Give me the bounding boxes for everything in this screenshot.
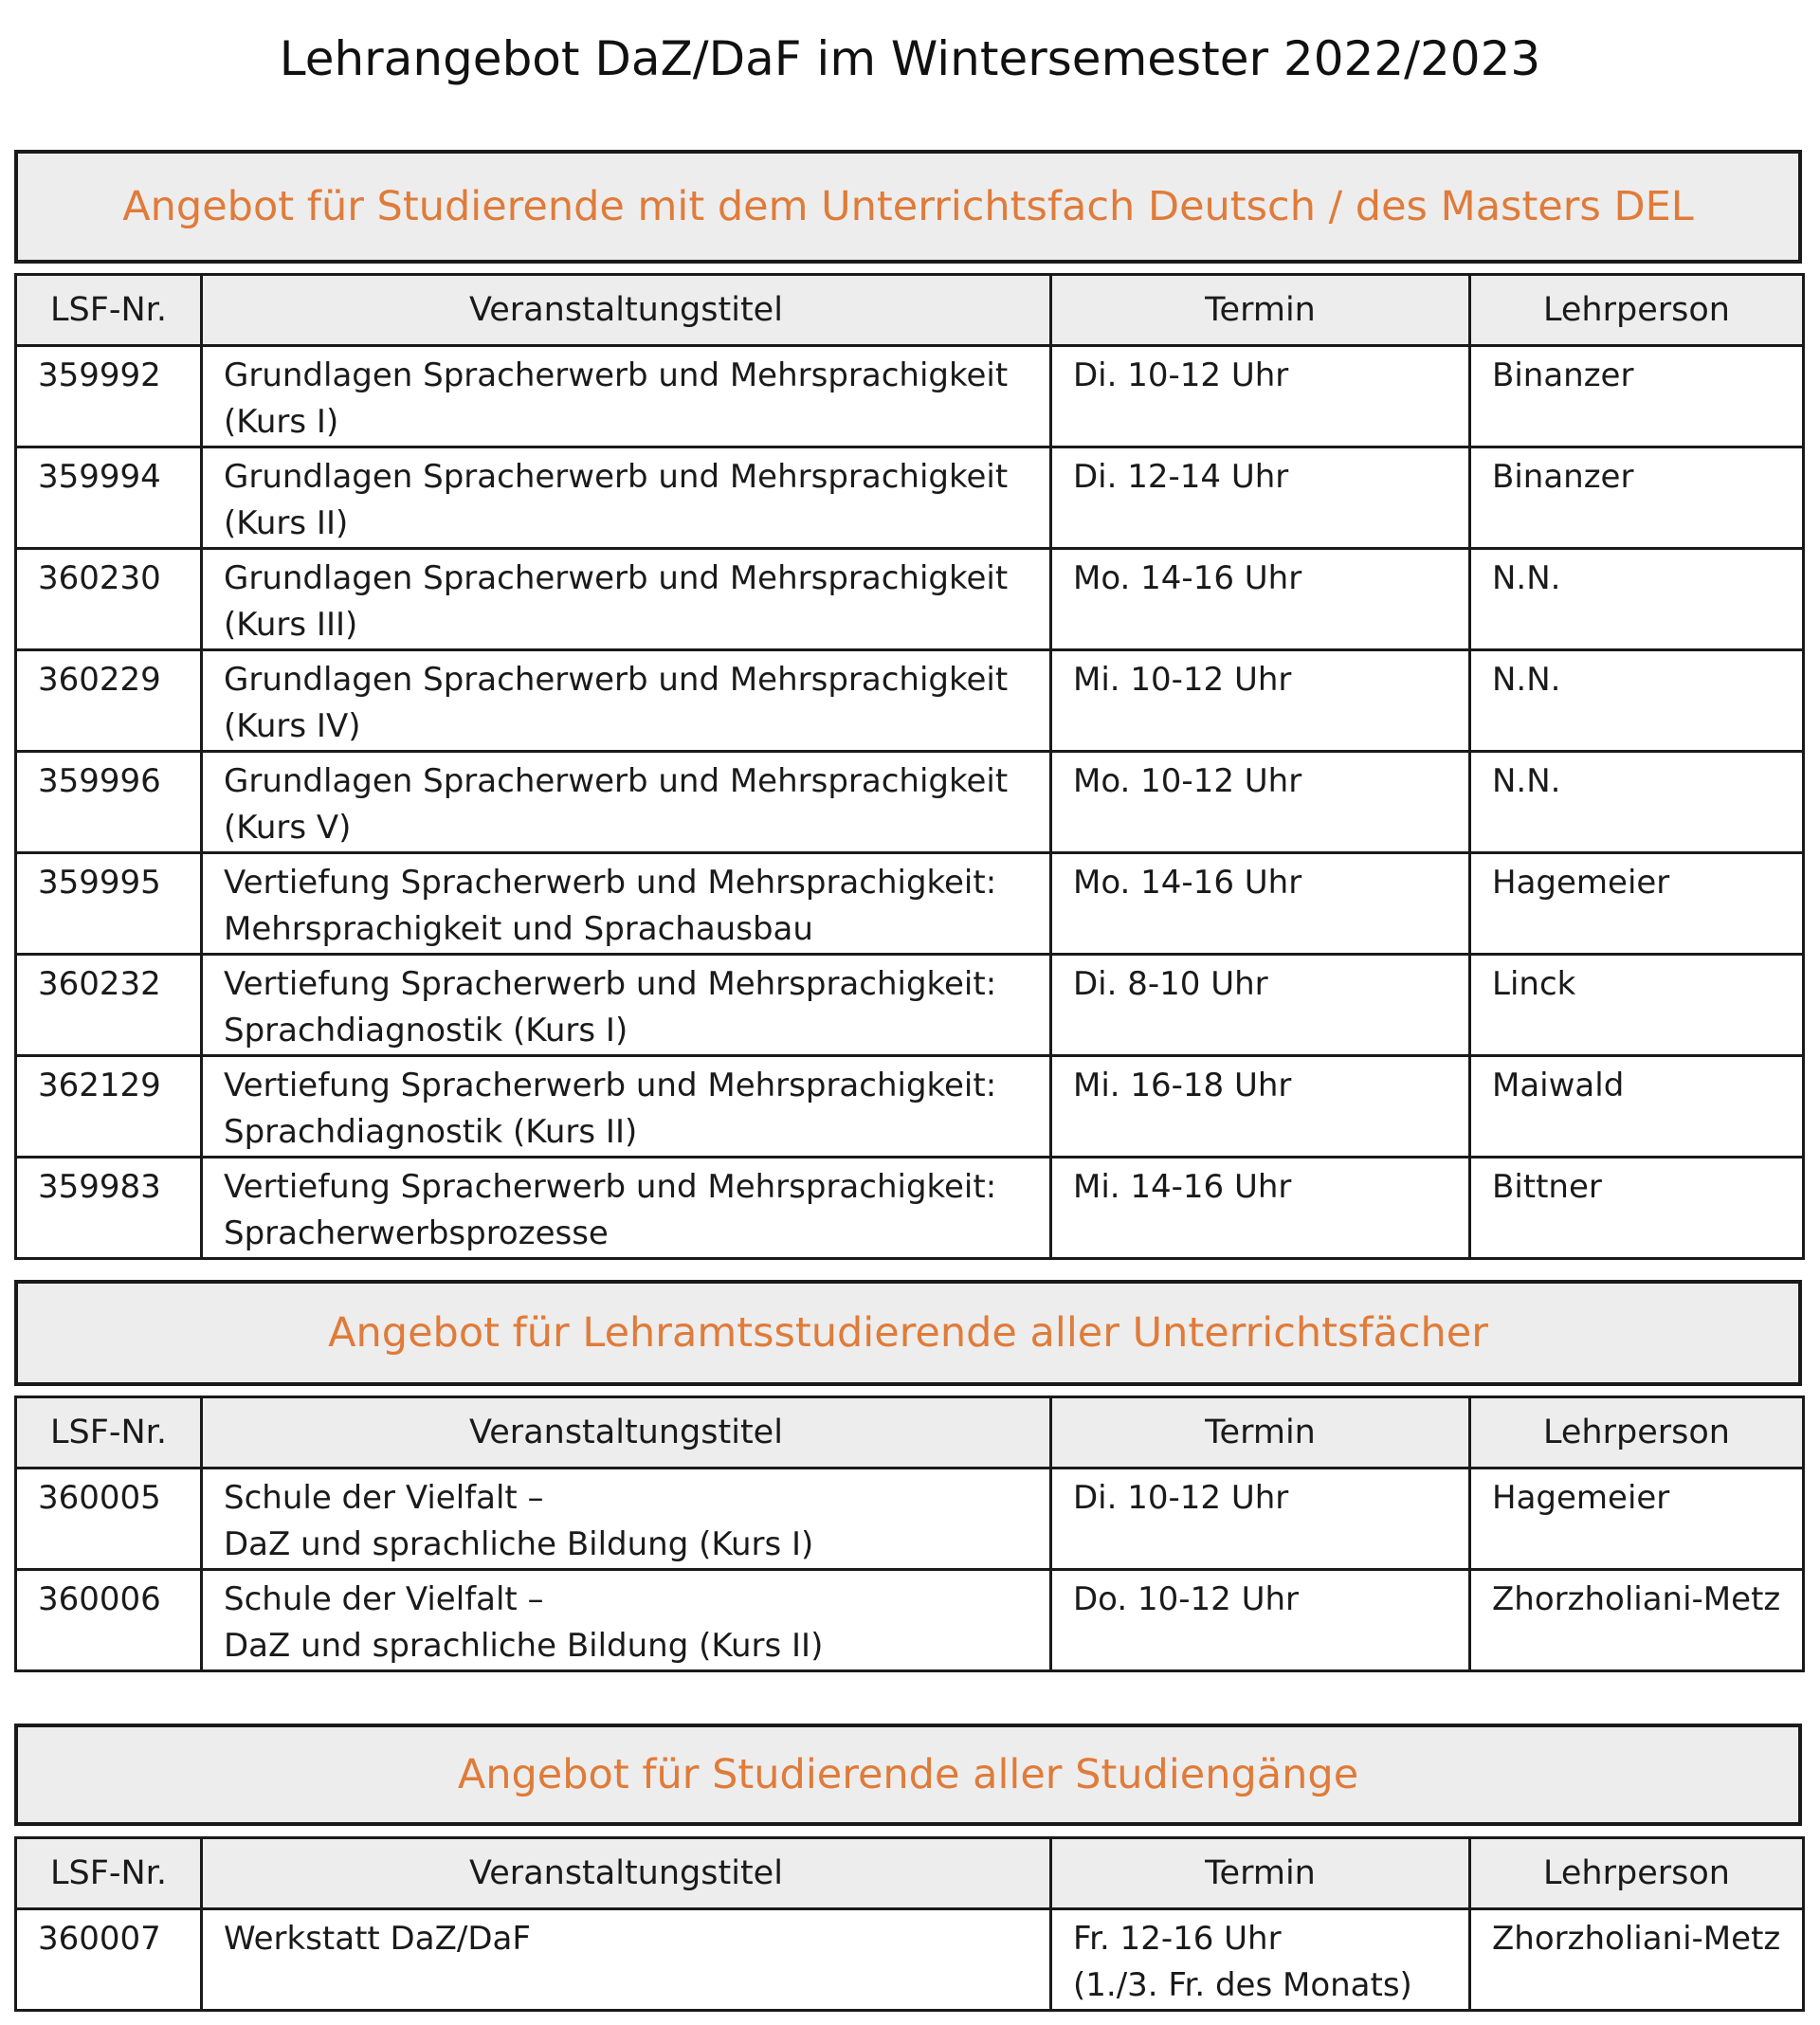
column-header-termin: Termin — [1051, 275, 1470, 346]
title-cell: Vertiefung Spracherwerb und Mehrsprachigkeit: Spracherwerbsprozesse — [202, 1158, 1051, 1259]
lsf-nr-cell: 359996 — [16, 752, 202, 853]
column-header-lehrperson: Lehrperson — [1470, 275, 1804, 346]
section-heading: Angebot für Studierende aller Studiengänge — [14, 1724, 1802, 1826]
table-row — [16, 447, 1804, 549]
section-heading: Angebot für Studierende mit dem Unterrichtsfach Deutsch / des Masters DEL — [14, 150, 1802, 264]
lehrperson-cell: N.N. — [1470, 650, 1804, 752]
column-header-termin: Termin — [1051, 1838, 1470, 1909]
course-table — [14, 1396, 1805, 1672]
table-row — [16, 1469, 1804, 1570]
termin-cell: Mi. 16-18 Uhr — [1051, 1056, 1470, 1158]
table-row — [16, 1570, 1804, 1671]
column-header-title: Veranstaltungstitel — [202, 275, 1051, 346]
lsf-nr-cell: 359995 — [16, 853, 202, 955]
lehrperson-cell: N.N. — [1470, 752, 1804, 853]
lehrperson-cell: Binanzer — [1470, 346, 1804, 447]
column-header-lehrperson: Lehrperson — [1470, 1838, 1804, 1909]
lehrperson-cell: Maiwald — [1470, 1056, 1804, 1158]
table-header-row — [16, 275, 1804, 346]
termin-cell: Di. 12-14 Uhr — [1051, 447, 1470, 549]
lsf-nr-cell: 360006 — [16, 1570, 202, 1671]
table-row — [16, 650, 1804, 752]
column-header-lehrperson: Lehrperson — [1470, 1397, 1804, 1469]
lehrperson-cell: Hagemeier — [1470, 853, 1804, 955]
termin-cell: Do. 10-12 Uhr — [1051, 1570, 1470, 1671]
table-row — [16, 346, 1804, 447]
title-cell: Grundlagen Spracherwerb und Mehrsprachigkeit (Kurs II) — [202, 447, 1051, 549]
lehrperson-cell: Zhorzholiani-Metz — [1470, 1909, 1804, 2011]
table-row — [16, 1158, 1804, 1259]
table-row — [16, 549, 1804, 650]
course-table — [14, 273, 1805, 1260]
title-cell: Vertiefung Spracherwerb und Mehrsprachigkeit: Mehrsprachigkeit und Sprachausbau — [202, 853, 1051, 955]
table-row — [16, 1909, 1804, 2011]
title-cell: Werkstatt DaZ/DaF — [202, 1909, 1051, 2011]
course-table — [14, 1836, 1805, 2012]
lehrperson-cell: Linck — [1470, 955, 1804, 1056]
table-row — [16, 752, 1804, 853]
termin-cell: Fr. 12-16 Uhr (1./3. Fr. des Monats) — [1051, 1909, 1470, 2011]
column-header-title: Veranstaltungstitel — [202, 1838, 1051, 1909]
column-header-lsf-nr: LSF-Nr. — [16, 1397, 202, 1469]
title-cell: Grundlagen Spracherwerb und Mehrsprachigkeit (Kurs I) — [202, 346, 1051, 447]
title-cell: Vertiefung Spracherwerb und Mehrsprachigkeit: Sprachdiagnostik (Kurs I) — [202, 955, 1051, 1056]
termin-cell: Mo. 10-12 Uhr — [1051, 752, 1470, 853]
table-header-row — [16, 1838, 1804, 1909]
title-cell: Grundlagen Spracherwerb und Mehrsprachigkeit (Kurs V) — [202, 752, 1051, 853]
title-cell: Schule der Vielfalt – DaZ und sprachliche Bildung (Kurs II) — [202, 1570, 1051, 1671]
termin-cell: Mo. 14-16 Uhr — [1051, 549, 1470, 650]
lsf-nr-cell: 360005 — [16, 1469, 202, 1570]
column-header-title: Veranstaltungstitel — [202, 1397, 1051, 1469]
column-header-lsf-nr: LSF-Nr. — [16, 1838, 202, 1909]
title-cell: Grundlagen Spracherwerb und Mehrsprachigkeit (Kurs IV) — [202, 650, 1051, 752]
table-row — [16, 1056, 1804, 1158]
title-cell: Grundlagen Spracherwerb und Mehrsprachigkeit (Kurs III) — [202, 549, 1051, 650]
lsf-nr-cell: 362129 — [16, 1056, 202, 1158]
termin-cell: Mi. 14-16 Uhr — [1051, 1158, 1470, 1259]
table-row — [16, 955, 1804, 1056]
lehrperson-cell: Hagemeier — [1470, 1469, 1804, 1570]
column-header-termin: Termin — [1051, 1397, 1470, 1469]
column-header-lsf-nr: LSF-Nr. — [16, 275, 202, 346]
page-title: Lehrangebot DaZ/DaF im Wintersemester 2022/2023 — [279, 31, 1541, 86]
lsf-nr-cell: 360007 — [16, 1909, 202, 2011]
title-cell: Vertiefung Spracherwerb und Mehrsprachigkeit: Sprachdiagnostik (Kurs II) — [202, 1056, 1051, 1158]
lsf-nr-cell: 359992 — [16, 346, 202, 447]
lsf-nr-cell: 360230 — [16, 549, 202, 650]
lehrperson-cell: Bittner — [1470, 1158, 1804, 1259]
termin-cell: Di. 10-12 Uhr — [1051, 1469, 1470, 1570]
lsf-nr-cell: 360229 — [16, 650, 202, 752]
termin-cell: Mi. 10-12 Uhr — [1051, 650, 1470, 752]
title-cell: Schule der Vielfalt – DaZ und sprachliche Bildung (Kurs I) — [202, 1469, 1051, 1570]
section-heading: Angebot für Lehramtsstudierende aller Unterrichtsfächer — [14, 1280, 1802, 1386]
lehrperson-cell: Binanzer — [1470, 447, 1804, 549]
table-row — [16, 853, 1804, 955]
lsf-nr-cell: 359983 — [16, 1158, 202, 1259]
table-header-row — [16, 1397, 1804, 1469]
lehrperson-cell: N.N. — [1470, 549, 1804, 650]
termin-cell: Mo. 14-16 Uhr — [1051, 853, 1470, 955]
termin-cell: Di. 10-12 Uhr — [1051, 346, 1470, 447]
lsf-nr-cell: 360232 — [16, 955, 202, 1056]
termin-cell: Di. 8-10 Uhr — [1051, 955, 1470, 1056]
lehrperson-cell: Zhorzholiani-Metz — [1470, 1570, 1804, 1671]
lsf-nr-cell: 359994 — [16, 447, 202, 549]
